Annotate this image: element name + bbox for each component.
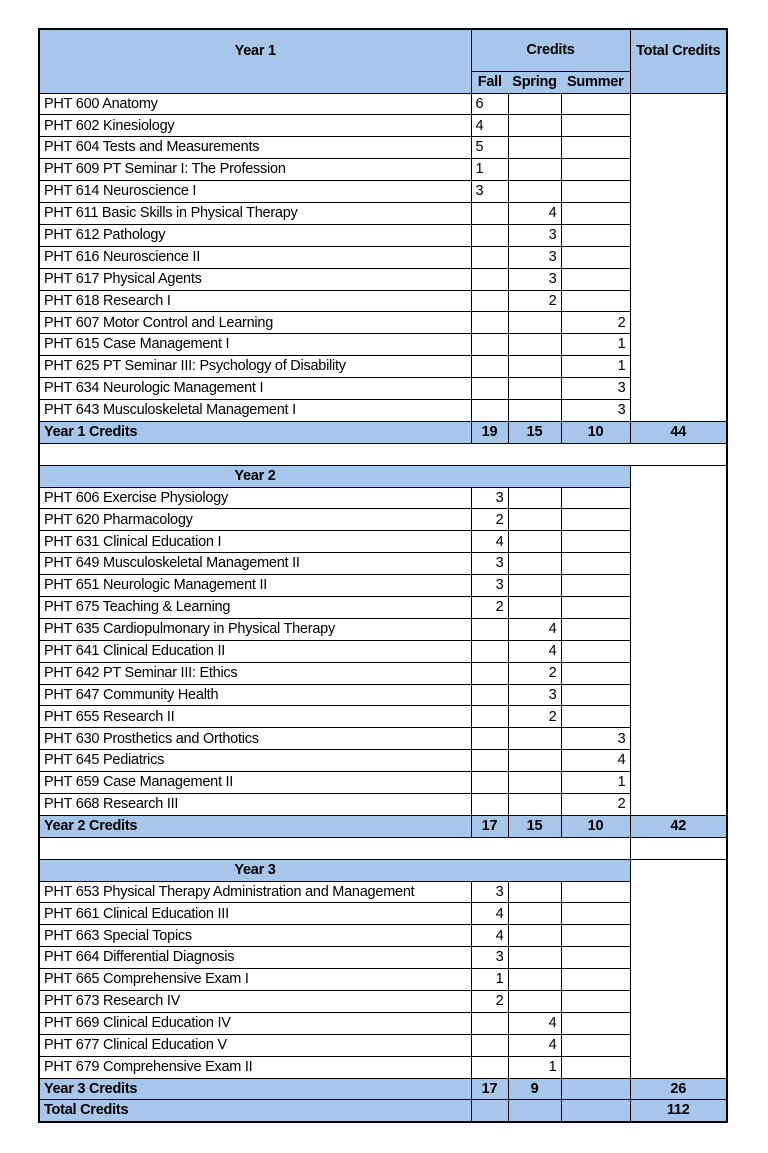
summer-credit-cell: 1 [561, 772, 630, 794]
spring-credit-cell [508, 181, 561, 203]
totals-total-cell: 26 [630, 1078, 727, 1100]
grand-total-spring-cell [508, 1100, 561, 1122]
course-row [39, 246, 727, 268]
course-name-cell: PHT 602 Kinesiology [39, 115, 471, 137]
course-name-cell: PHT 679 Comprehensive Exam II [39, 1056, 471, 1078]
totals-summer-cell: 10 [561, 815, 630, 837]
course-row [39, 618, 727, 640]
summer-credit-cell [561, 881, 630, 903]
summer-credit-cell: 2 [561, 312, 630, 334]
spring-credit-cell [508, 334, 561, 356]
course-row [39, 969, 727, 991]
curriculum-sheet [38, 28, 728, 1123]
spring-credit-cell [508, 947, 561, 969]
fall-credit-cell [471, 1034, 508, 1056]
course-row [39, 706, 727, 728]
spring-credit-cell [508, 575, 561, 597]
fall-credit-cell: 2 [471, 596, 508, 618]
course-name-cell: PHT 642 PT Seminar III: Ethics [39, 662, 471, 684]
fall-credit-cell: 3 [471, 487, 508, 509]
section-header-cell [39, 859, 630, 881]
course-name-cell: PHT 655 Research II [39, 706, 471, 728]
summer-credit-cell [561, 115, 630, 137]
course-row [39, 728, 727, 750]
spacer-row [39, 443, 727, 465]
spring-credit-cell [508, 399, 561, 421]
totals-fall-cell: 17 [471, 1078, 508, 1100]
fall-header-cell: Fall [471, 71, 508, 93]
course-name-cell: PHT 659 Case Management II [39, 772, 471, 794]
course-name-cell: PHT 617 Physical Agents [39, 268, 471, 290]
spring-credit-cell [508, 596, 561, 618]
fall-credit-cell [471, 706, 508, 728]
totals-label-cell: Year 3 Credits [39, 1078, 471, 1100]
spring-credit-cell [508, 969, 561, 991]
course-row [39, 925, 727, 947]
course-row [39, 202, 727, 224]
grand-total-summer-cell [561, 1100, 630, 1122]
spring-credit-cell: 1 [508, 1056, 561, 1078]
summer-credit-cell [561, 1012, 630, 1034]
spring-credit-cell: 4 [508, 202, 561, 224]
curriculum-table-body [39, 93, 727, 1122]
spring-credit-cell: 4 [508, 640, 561, 662]
spring-credit-cell [508, 903, 561, 925]
course-name-cell: PHT 645 Pediatrics [39, 750, 471, 772]
fall-credit-cell: 4 [471, 115, 508, 137]
fall-credit-cell [471, 640, 508, 662]
spring-credit-cell [508, 750, 561, 772]
summer-credit-cell [561, 509, 630, 531]
totals-spring-cell: 15 [508, 815, 561, 837]
course-row [39, 181, 727, 203]
totals-summer-cell [561, 1078, 630, 1100]
fall-credit-cell [471, 684, 508, 706]
course-row [39, 334, 727, 356]
section-totals-row [39, 421, 727, 443]
course-name-cell: PHT 615 Case Management I [39, 334, 471, 356]
section-header-row [39, 465, 727, 487]
totals-total-cell: 44 [630, 421, 727, 443]
summer-credit-cell: 4 [561, 750, 630, 772]
total-credits-empty-cell [630, 859, 727, 1078]
summer-credit-cell [561, 684, 630, 706]
spring-credit-cell [508, 487, 561, 509]
course-row [39, 991, 727, 1013]
year-1-header-cell [39, 29, 471, 93]
totals-summer-cell: 10 [561, 421, 630, 443]
spring-credit-cell [508, 991, 561, 1013]
course-row [39, 684, 727, 706]
course-row [39, 772, 727, 794]
totals-fall-cell: 19 [471, 421, 508, 443]
course-name-cell: PHT 630 Prosthetics and Orthotics [39, 728, 471, 750]
course-row [39, 487, 727, 509]
course-name-cell: PHT 620 Pharmacology [39, 509, 471, 531]
fall-credit-cell: 1 [471, 969, 508, 991]
summer-credit-cell [561, 1056, 630, 1078]
total-credits-title: Total Credits [636, 42, 721, 59]
spring-credit-cell [508, 93, 561, 115]
spring-credit-cell [508, 772, 561, 794]
total-credits-empty-cell [630, 465, 727, 815]
course-row [39, 115, 727, 137]
summer-credit-cell [561, 553, 630, 575]
course-row [39, 312, 727, 334]
spring-credit-cell: 3 [508, 224, 561, 246]
section-totals-row [39, 815, 727, 837]
fall-credit-cell [471, 334, 508, 356]
summer-credit-cell [561, 137, 630, 159]
summer-header-cell: Summer [561, 71, 630, 93]
summer-credit-cell [561, 487, 630, 509]
spring-credit-cell [508, 794, 561, 816]
course-name-cell: PHT 634 Neurologic Management I [39, 378, 471, 400]
course-name-cell: PHT 653 Physical Therapy Administration and Management [39, 881, 471, 903]
spring-credit-cell: 2 [508, 662, 561, 684]
course-name-cell: PHT 673 Research IV [39, 991, 471, 1013]
summer-credit-cell [561, 93, 630, 115]
fall-credit-cell [471, 224, 508, 246]
summer-credit-cell [561, 618, 630, 640]
spring-credit-cell: 4 [508, 618, 561, 640]
fall-credit-cell: 3 [471, 181, 508, 203]
course-name-cell: PHT 647 Community Health [39, 684, 471, 706]
fall-credit-cell: 2 [471, 991, 508, 1013]
fall-credit-cell [471, 378, 508, 400]
course-name-cell: PHT 661 Clinical Education III [39, 903, 471, 925]
section-header-row [39, 859, 727, 881]
fall-credit-cell [471, 246, 508, 268]
fall-credit-cell: 1 [471, 159, 508, 181]
spacer-cell [39, 443, 727, 465]
course-row [39, 268, 727, 290]
fall-credit-cell: 4 [471, 531, 508, 553]
course-name-cell: PHT 651 Neurologic Management II [39, 575, 471, 597]
totals-label-cell: Year 1 Credits [39, 421, 471, 443]
section-header-cell [39, 465, 630, 487]
course-name-cell: PHT 616 Neuroscience II [39, 246, 471, 268]
course-row [39, 596, 727, 618]
spring-credit-cell [508, 553, 561, 575]
course-row [39, 553, 727, 575]
spring-credit-cell [508, 378, 561, 400]
spring-credit-cell: 4 [508, 1012, 561, 1034]
course-name-cell: PHT 665 Comprehensive Exam I [39, 969, 471, 991]
course-row [39, 290, 727, 312]
totals-spring-cell: 9 [508, 1078, 561, 1100]
course-row [39, 224, 727, 246]
summer-credit-cell [561, 159, 630, 181]
fall-credit-cell [471, 202, 508, 224]
fall-credit-cell: 3 [471, 947, 508, 969]
course-row [39, 159, 727, 181]
fall-credit-cell: 3 [471, 575, 508, 597]
course-row [39, 575, 727, 597]
course-name-cell: PHT 612 Pathology [39, 224, 471, 246]
course-name-cell: PHT 641 Clinical Education II [39, 640, 471, 662]
course-row [39, 881, 727, 903]
fall-credit-cell: 4 [471, 903, 508, 925]
curriculum-table [38, 28, 728, 1123]
spacer-row [39, 837, 727, 859]
course-name-cell: PHT 663 Special Topics [39, 925, 471, 947]
spring-credit-cell [508, 115, 561, 137]
course-name-cell: PHT 649 Musculoskeletal Management II [39, 553, 471, 575]
spring-credit-cell: 3 [508, 268, 561, 290]
course-row [39, 640, 727, 662]
summer-credit-cell [561, 290, 630, 312]
course-row [39, 1056, 727, 1078]
spacer-cell-right [630, 837, 727, 859]
header-row-1 [39, 29, 727, 71]
course-row [39, 531, 727, 553]
summer-credit-cell: 3 [561, 399, 630, 421]
summer-credit-cell [561, 1034, 630, 1056]
course-name-cell: PHT 675 Teaching & Learning [39, 596, 471, 618]
spring-credit-cell [508, 137, 561, 159]
fall-credit-cell [471, 399, 508, 421]
fall-credit-cell: 3 [471, 881, 508, 903]
spring-credit-cell [508, 531, 561, 553]
total-credits-header-cell [630, 29, 727, 93]
summer-credit-cell [561, 224, 630, 246]
fall-credit-cell [471, 618, 508, 640]
summer-credit-cell [561, 947, 630, 969]
fall-credit-cell: 4 [471, 925, 508, 947]
spring-credit-cell [508, 159, 561, 181]
fall-credit-cell [471, 794, 508, 816]
spring-credit-cell: 3 [508, 246, 561, 268]
course-row [39, 794, 727, 816]
credits-header-cell: Credits [471, 29, 630, 71]
summer-credit-cell: 3 [561, 728, 630, 750]
course-name-cell: PHT 600 Anatomy [39, 93, 471, 115]
summer-credit-cell [561, 991, 630, 1013]
grand-total-fall-cell [471, 1100, 508, 1122]
fall-credit-cell: 6 [471, 93, 508, 115]
fall-credit-cell [471, 356, 508, 378]
total-credits-empty-cell [630, 93, 727, 421]
course-row [39, 1012, 727, 1034]
course-row [39, 1034, 727, 1056]
course-name-cell: PHT 604 Tests and Measurements [39, 137, 471, 159]
fall-credit-cell [471, 1012, 508, 1034]
fall-credit-cell: 3 [471, 553, 508, 575]
spring-credit-cell: 2 [508, 706, 561, 728]
summer-credit-cell [561, 181, 630, 203]
fall-credit-cell [471, 268, 508, 290]
spring-credit-cell: 3 [508, 684, 561, 706]
section-totals-row [39, 1078, 727, 1100]
spring-credit-cell: 2 [508, 290, 561, 312]
totals-total-cell: 42 [630, 815, 727, 837]
totals-spring-cell: 15 [508, 421, 561, 443]
summer-credit-cell [561, 662, 630, 684]
spring-credit-cell: 4 [508, 1034, 561, 1056]
course-name-cell: PHT 607 Motor Control and Learning [39, 312, 471, 334]
spacer-cell [39, 837, 630, 859]
summer-credit-cell [561, 268, 630, 290]
course-row [39, 947, 727, 969]
summer-credit-cell [561, 640, 630, 662]
summer-credit-cell: 1 [561, 356, 630, 378]
course-row [39, 903, 727, 925]
spring-credit-cell [508, 728, 561, 750]
summer-credit-cell [561, 575, 630, 597]
course-row [39, 137, 727, 159]
summer-credit-cell [561, 531, 630, 553]
course-name-cell: PHT 631 Clinical Education I [39, 531, 471, 553]
fall-credit-cell [471, 1056, 508, 1078]
summer-credit-cell [561, 706, 630, 728]
fall-credit-cell: 5 [471, 137, 508, 159]
spring-credit-cell [508, 881, 561, 903]
course-row [39, 750, 727, 772]
spring-header-cell: Spring [508, 71, 561, 93]
course-row [39, 399, 727, 421]
course-name-cell: PHT 664 Differential Diagnosis [39, 947, 471, 969]
summer-credit-cell: 3 [561, 378, 630, 400]
course-row [39, 509, 727, 531]
totals-label-cell: Year 2 Credits [39, 815, 471, 837]
spring-credit-cell [508, 509, 561, 531]
year-1-title: Year 1 [234, 42, 276, 59]
spring-credit-cell [508, 356, 561, 378]
section-title: Year 3 [234, 861, 276, 878]
course-name-cell: PHT 668 Research III [39, 794, 471, 816]
grand-total-row [39, 1100, 727, 1122]
course-name-cell: PHT 606 Exercise Physiology [39, 487, 471, 509]
course-row [39, 378, 727, 400]
totals-fall-cell: 17 [471, 815, 508, 837]
course-name-cell: PHT 669 Clinical Education IV [39, 1012, 471, 1034]
summer-credit-cell: 1 [561, 334, 630, 356]
course-name-cell: PHT 635 Cardiopulmonary in Physical Therapy [39, 618, 471, 640]
course-row [39, 662, 727, 684]
course-name-cell: PHT 611 Basic Skills in Physical Therapy [39, 202, 471, 224]
summer-credit-cell: 2 [561, 794, 630, 816]
course-name-cell: PHT 677 Clinical Education V [39, 1034, 471, 1056]
fall-credit-cell [471, 728, 508, 750]
section-title: Year 2 [234, 467, 276, 484]
fall-credit-cell [471, 772, 508, 794]
course-name-cell: PHT 609 PT Seminar I: The Profession [39, 159, 471, 181]
course-row [39, 356, 727, 378]
course-name-cell: PHT 614 Neuroscience I [39, 181, 471, 203]
fall-credit-cell [471, 662, 508, 684]
summer-credit-cell [561, 903, 630, 925]
course-name-cell: PHT 618 Research I [39, 290, 471, 312]
grand-total-value-cell: 112 [630, 1100, 727, 1122]
spring-credit-cell [508, 925, 561, 947]
spring-credit-cell [508, 312, 561, 334]
fall-credit-cell [471, 312, 508, 334]
summer-credit-cell [561, 202, 630, 224]
course-name-cell: PHT 643 Musculoskeletal Management I [39, 399, 471, 421]
summer-credit-cell [561, 969, 630, 991]
grand-total-label-cell: Total Credits [39, 1100, 471, 1122]
course-name-cell: PHT 625 PT Seminar III: Psychology of Disability [39, 356, 471, 378]
summer-credit-cell [561, 925, 630, 947]
summer-credit-cell [561, 596, 630, 618]
fall-credit-cell [471, 750, 508, 772]
fall-credit-cell [471, 290, 508, 312]
course-row [39, 93, 727, 115]
fall-credit-cell: 2 [471, 509, 508, 531]
summer-credit-cell [561, 246, 630, 268]
